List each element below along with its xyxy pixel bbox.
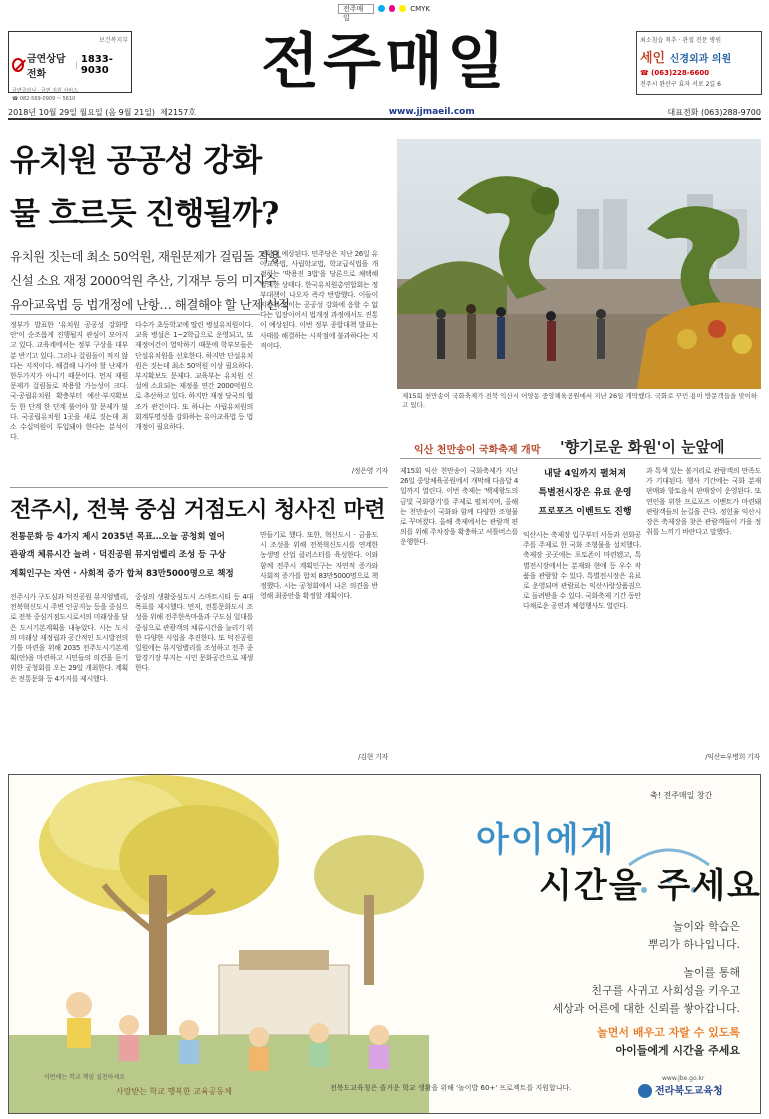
- article1-headline-1: 유치원 공공성 강화: [10, 143, 262, 179]
- article-right-col-2: 익산시는 축제장 입구부터 서동과 선화공주를 주제로 한 국화 조형물을 설치했다. 축제장 곳곳에는 포토존이 마련됐고, 특별전시장에서는 분재와 현애 등 우수 작품을 관람할 수 있다. 특별전시장은 유료로 운영되며 관람료는 익산사랑상품권으로 돌려받을 수 있다. 국화축제 기간 동안 다채로운 공연과 체험행사도 열린다.: [523, 531, 641, 611]
- ad-left-fine2: ☎ 082-569-0909 ~ 5610: [12, 96, 76, 102]
- article1-byline: /정은영 기자: [351, 467, 388, 475]
- article-right-col-1: 제15회 익산 천만송이 국화축제가 지난 26일 중앙체육공원에서 개막해 다음달 4일까지 열린다. 이번 축제는 '백제왕도의 금빛 국화향기'를 주제로 펼쳐지며, 올해는 천만송이 국화와 함께 다양한 조형물로 꾸며졌다. 올해 축제에서는 관람객 편의를 위해 주차장을 확충하고 셔틀버스를 운행한다.: [400, 467, 518, 547]
- ad-right-address: 전주시 완산구 효자 서로 2길 6: [640, 81, 721, 88]
- article2-byline: /김현 기자: [358, 753, 388, 761]
- article-right-box: [528, 465, 642, 525]
- article1-col-3: 난항이 예상된다. 민주당은 지난 26일 유아교육법, 사립학교법, 학교급식법을 개정하는 '박용진 3법'을 당론으로 채택해 발의한 상태다. 한국유치원총연합회는 정부대책이 나오자 즉각 반발했다. 이들이 지원책 없이는 공공성 강화에 응할 수 없다는 입장이어서 법개정 과정에서도 진통이 예상된다. 이번 정부 종합대책 발표는 사태를 해결하는 시작점에 불과하다는 지적이다.: [260, 250, 378, 350]
- ad-line-4: 친구를 사귀고 사회성을 키우고: [591, 984, 740, 997]
- article-right-box-3: 프로포즈 이벤트도 진행: [538, 507, 632, 517]
- ad-logo-text: 전라북도교육청: [655, 1086, 723, 1097]
- ad-footer: 전북도교육청은 즐거운 학교 생활을 위해 '놀이밥 60+' 프로젝트를 지원합니다.: [330, 1084, 572, 1092]
- article-right-byline: /익산=우병희 기자: [705, 753, 760, 761]
- article-right-col-3: 과 특색 있는 볼거리로 관람객의 만족도가 기대된다. 행사 기간에는 국화 분재 판매와 향토음식 판매장이 운영된다. 또 연인을 위한 프로포즈 이벤트가 마련돼 관람객들의 눈길을 끈다. 정헌율 익산시장은 축제장을 찾은 관람객들이 가을 정취를 느끼기 바란다고 말했다.: [646, 467, 761, 537]
- article-right-box-1: 내달 4일까지 펼쳐져: [543, 469, 627, 479]
- ad-right-phone: ☎ (063)228-6600: [640, 69, 710, 77]
- ad-sign: 이번에는 학교 책임 실천하세요: [44, 1074, 126, 1081]
- ad-right-name-b: 신경외과 의원: [669, 54, 732, 65]
- ad-title-2: 시간을 주세요: [539, 866, 762, 906]
- article1-col-2: 다수가 초등학교에 딸린 병설유치원이다. 교육 병설은 1~2학급으로 운영되고, 또 재정여건이 열악하기 때문에 학부모들은 단설유치원을 선호한다. 하지만 단설유치원은 짓는데 최소 50억원 이상 필요하다. 부지확보도 문제다. 교육부는 유치원 신설에 소요되는 재정을 연간 2000억원으로 추산하고 있다. 하지만 재정 당국의 협조가 관건이다. 또 하나는 사립유치원의 회계투명성을 강화하는 유아교육법 등 법개정이 필요하다.: [135, 321, 253, 432]
- ad-line-1: 놀이와 학습은: [672, 920, 740, 933]
- ad-line-7: 아이들에게 시간을 주세요: [615, 1044, 740, 1057]
- yellow-dot-icon: [399, 5, 406, 12]
- article2-deck-2: 관광객 체류시간 늘려 · 덕진공원 뮤지엄벨리 조성 등 구상: [10, 550, 226, 560]
- article2-deck-1: 전통문화 등 4가지 제시 2035년 목표…오늘 공청회 열어: [10, 532, 225, 542]
- ad-left-top: 보건복지부: [99, 37, 128, 44]
- ad-congrats: 축! 전주매일 창간: [650, 791, 713, 800]
- ad-left-phone: 1833-9030: [80, 54, 113, 76]
- article1-subhead-1: 유치원 짓는데 최소 50억원, 재원문제가 걸림돌 작용: [10, 249, 281, 264]
- ad-left-title: 금연상담전화: [26, 54, 66, 80]
- ad-title-1: 아이에게: [476, 820, 616, 860]
- article1-headline-2: 물 흐르듯 진행될까?: [10, 196, 279, 232]
- article2-col-1: 전주시가 구도심과 덕진공원 뮤지엄밸리, 전북혁신도시 주변 인공지능 등을 중심으로 전북 중심거점도시로서의 미래상을 담은 도시기본계획을 내놓았다. 시는 도시의 미래상 재정립과 공간적인 도시발전의 기틀 마련을 위해 2035 전주도시기본계획(안)을 마련하고 시민들의 의견을 듣기 위한 공청회를 오는 29일 개최한다. 계획은 전통문화 등 4가지를 제시했다.: [10, 593, 128, 683]
- magenta-dot-icon: [389, 5, 396, 12]
- article-right-headline: '향기로운 화원'이 눈앞에: [560, 438, 725, 456]
- ad-line-2: 뿌리가 하나입니다.: [647, 938, 740, 951]
- festival-photo: [397, 139, 761, 389]
- ad-left-fine1: 금연클리닉 · 금연 지원 서비스: [12, 88, 78, 94]
- contact-phone: 대표전화 (063)288-9700: [667, 107, 761, 117]
- ad-url[interactable]: www.jbe.go.kr: [662, 1075, 705, 1082]
- ad-smoking-hotline: 보건복지부 금연상담전화 | 1833-9030 금연클리닉 · 금연 지원 서비스 ☎ 082-569-0909 ~ 5610: [8, 31, 132, 93]
- ad-line-6: 놀면서 배우고 자랄 수 있도록: [597, 1026, 740, 1039]
- photo-caption: 제15회 천만송이 국화축제가 전북 익산시 어양동 중앙체육공원에서 지난 26일 개막했다. 국화로 꾸민 용이 방문객들을 맞이하고 있다.: [402, 392, 758, 409]
- ad-line-5: 세상과 어른에 대한 신뢰를 쌓아갑니다.: [552, 1002, 740, 1015]
- ad-sign-2: 사랑받는 학교 행복한 교육공동체: [116, 1087, 232, 1096]
- article-right-tag: 익산 천만송이 국화축제 개막: [414, 445, 541, 456]
- no-smoking-icon: [12, 58, 24, 72]
- article-right-box-2: 특별전시장은 유료 운영: [538, 488, 632, 498]
- issue-date: 2018년 10월 29일 월요일 (음 9월 21일): [8, 107, 156, 117]
- article1-col-1: 정부가 발표한 '유치원 공공성 강화방안'이 순조롭게 진행될지 관심이 모아지고 있다. 교육계에서는 정부 구상을 대부분 반기고 있다. 그러나 걸림돌이 적지 않다는 지적이다. 해결해 나가야 할 난제가 한두가지가 아니기 때문이다. 먼저 재원문제가 걸림돌로 작용할 가능성이 크다. 국·공립유치원 확충부터 예산·부지확보 등 한 단계 한 단계 풀어야 할 문제가 많다. 국공립유치원 1곳을 새로 짓는데 최소 수십억원이 투입돼야 한다는 분석이다.: [10, 321, 128, 442]
- article1-subhead-3: 유아교육법 등 법개정에 난항… 해결해야 할 난제 산적: [10, 297, 290, 312]
- ad-logo: [638, 1082, 723, 1098]
- issue-number: 제2157호: [160, 107, 196, 117]
- ad-right-tagline: 최소침습 척추 · 관절 전문 병원: [640, 37, 721, 44]
- article2-col-3: 만들기로 했다. 또한, 혁신도시 · 금융도시 조성을 위해 전북혁신도시를 연계한 농생명 산업 클러스터를 육성한다. 이와 함께 전주시 계획인구는 자연적 증가와 사회적 증가를 합쳐 83만5000명으로 책정했다. 시는 공청회에서 나온 의견을 반영해 최종안을 확정할 계획이다.: [260, 531, 378, 601]
- masthead: 전주매일: [261, 27, 509, 97]
- divider: [10, 487, 388, 488]
- registration-strip: [338, 3, 431, 22]
- divider: [10, 314, 260, 315]
- divider: [400, 458, 761, 459]
- dateline: [8, 106, 761, 120]
- education-office-logo-icon: [638, 1084, 652, 1098]
- article2-deck-3: 계획인구는 자연 · 사회적 증가 합쳐 83만5000명으로 책정: [10, 569, 234, 579]
- ad-right-name-a: 세인: [640, 51, 666, 66]
- ad-clinic: [636, 31, 762, 95]
- site-url[interactable]: www.jjmaeil.com: [388, 107, 475, 117]
- article2-col-2: 중심의 생활중심도시 스마트시티 등 4대 목표를 제시했다. 먼저, 전통문화도시 조성을 위해 전주한옥마을과 구도심 일대를 중심으로 관광객의 체류시간을 늘리기 위한 다양한 사업을 추진한다. 또 덕진공원 일원에는 뮤지엄밸리를 조성하고 전주 종합경기장 부지는 시민 문화공간으로 재생한다.: [135, 593, 253, 673]
- ad-line-3: 놀이를 통해: [683, 966, 740, 979]
- article2-headline: 전주시, 전북 중심 거점도시 청사진 마련: [10, 497, 385, 523]
- registration-label: 전주매일: [338, 4, 374, 14]
- cmyk-label: CMYK: [410, 4, 431, 13]
- cyan-dot-icon: [378, 5, 385, 12]
- article1-subhead-2: 신설 소요 재정 2000억원 추산, 기재부 등의 미지수: [10, 273, 276, 288]
